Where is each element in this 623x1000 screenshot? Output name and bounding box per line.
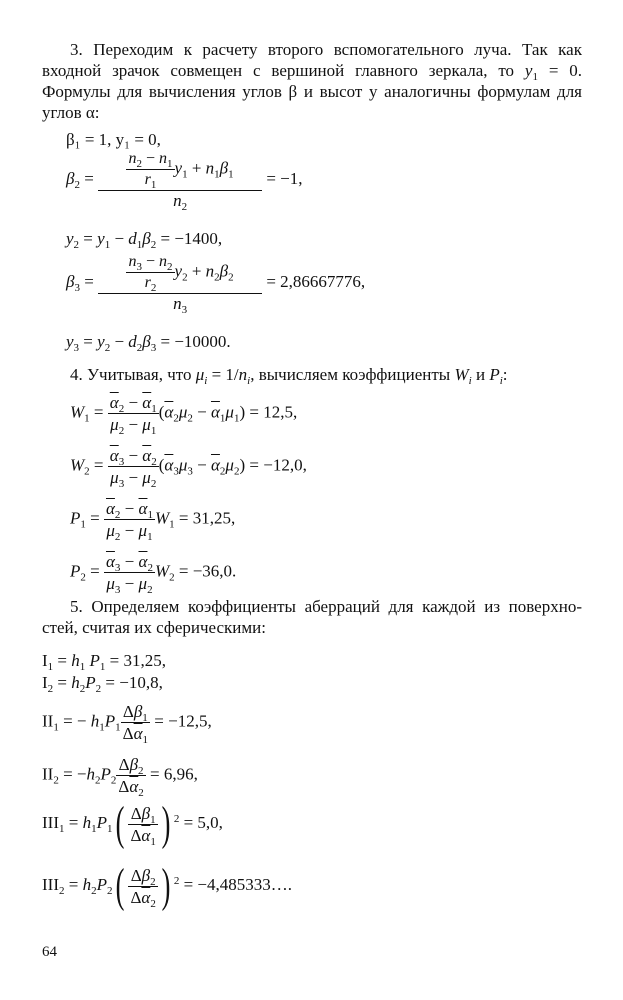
beta3-value: = 2,86667776, [266, 271, 366, 291]
eq-I2: $I_2 = h_2P_2 = -10,8$, [42, 673, 163, 695]
eq-beta2: $\beta_2$ = $\frac{n_2 - n_1}{r_1}$ $y_1 + n_1\beta_1$ $n_2$ = −1, [66, 150, 303, 213]
para4-line: 4. Учитывая, что $\mu_i = 1/n_i$, вычисляем коэффициенты $W_i$ и $P_i$: [70, 365, 508, 387]
eq-beta3: $\beta_3$ = $\frac{n_3 - n_2}{r_2}$ $y_2 + n_2\beta_2$ $n_3$ = 2,86667776, [66, 253, 366, 316]
eq-II2: $II_2 = -h_2P_2$ $\frac{\Delta\beta_2}{\Delta\overline{\alpha}_2}$ = 6,96, [42, 755, 198, 799]
W2-value: = −12,0, [249, 455, 307, 475]
eq-III2: $III_2 = h_2P_2$( $\frac{\Delta\beta_2}{\Delta\overline{\alpha}_2}$ ) $^2$ = −4,485333…. [42, 859, 292, 912]
II2-value: = 6,96, [150, 764, 198, 784]
eq-I1: $I_1 = h_1$ $P_1 = 31,25$, [42, 651, 166, 673]
P2-value: = −36,0. [178, 561, 237, 581]
eq-W2: $W_2$ = $\frac{\overline{\alpha}_3 - \overline{\alpha}_2}{\mu_3 - \mu_2}$ $(\overline{\alpha}_3\mu_3 - \overline{\alpha}_2\mu_2) = -12,0$, [70, 446, 307, 490]
eq-III1: $III_1 = h_1P_1$( $\frac{\Delta\beta_1}{\Delta\overline{\alpha}_1}$ ) $^2$ = 5,0, [42, 797, 223, 850]
y3-value: = −10000. [160, 332, 231, 351]
eq-beta1-y1: β₁ = 1, y₁ = 0, [66, 130, 161, 149]
beta2-value: = −1, [266, 168, 303, 188]
eq-y2: $y_2 = y_1 - d_1\beta_2 = -1400$, [66, 229, 223, 251]
eq-P1: $P_1$ = $\frac{\overline{\alpha}_2 - \overline{\alpha}_1}{\mu_2 - \mu_1}$ $W_1 = 31,25$, [70, 499, 236, 543]
para3-line4: углов α: [42, 103, 100, 122]
eq-P2: $P_2$ = $\frac{\overline{\alpha}_3 - \overline{\alpha}_2}{\mu_3 - \mu_2}$ $W_2 = -36,0$. [70, 552, 237, 596]
para5-line1: 5. Определяем коэффициенты аберраций для каждой из поверхно- [70, 597, 582, 616]
para3-line3: Формулы для вычисления углов β и высот y аналогичны формулам для [42, 82, 582, 101]
P1-value: = 31,25, [178, 508, 236, 528]
eq-W1: $W_1$ = $\frac{\overline{\alpha}_2 - \overline{\alpha}_1}{\mu_2 - \mu_1}$ $(\overline{\alpha}_2\mu_2 - \overline{\alpha}_1\mu_1) = 12,5$, [70, 393, 298, 437]
para3-line1: 3. Переходим к расчету второго вспомогательного луча. Так как [70, 40, 582, 59]
page-number: 64 [42, 944, 57, 960]
W1-value: = 12,5, [249, 402, 298, 422]
y2-value: = −1400, [160, 229, 223, 248]
eq-II1: $II_1$ = − $h_1P_1$ $\frac{\Delta\beta_1}{\Delta\overline{\alpha}_1}$ = −12,5, [42, 702, 212, 746]
III2-value: = −4,485333…. [183, 874, 292, 894]
para3-line2: входной зрачок совмещен с вершиной главного зеркала, то $y_1 = 0$. [42, 61, 582, 83]
I2-value: = −10,8, [105, 673, 163, 692]
III1-value: = 5,0, [183, 812, 223, 832]
II1-value: = −12,5, [154, 711, 212, 731]
eq-y3: $y_3 = y_2 - d_2\beta_3 = -10000$. [66, 332, 231, 354]
para5-line2: стей, считая их сферическими: [42, 618, 266, 637]
I1-value: = 31,25, [109, 651, 166, 670]
